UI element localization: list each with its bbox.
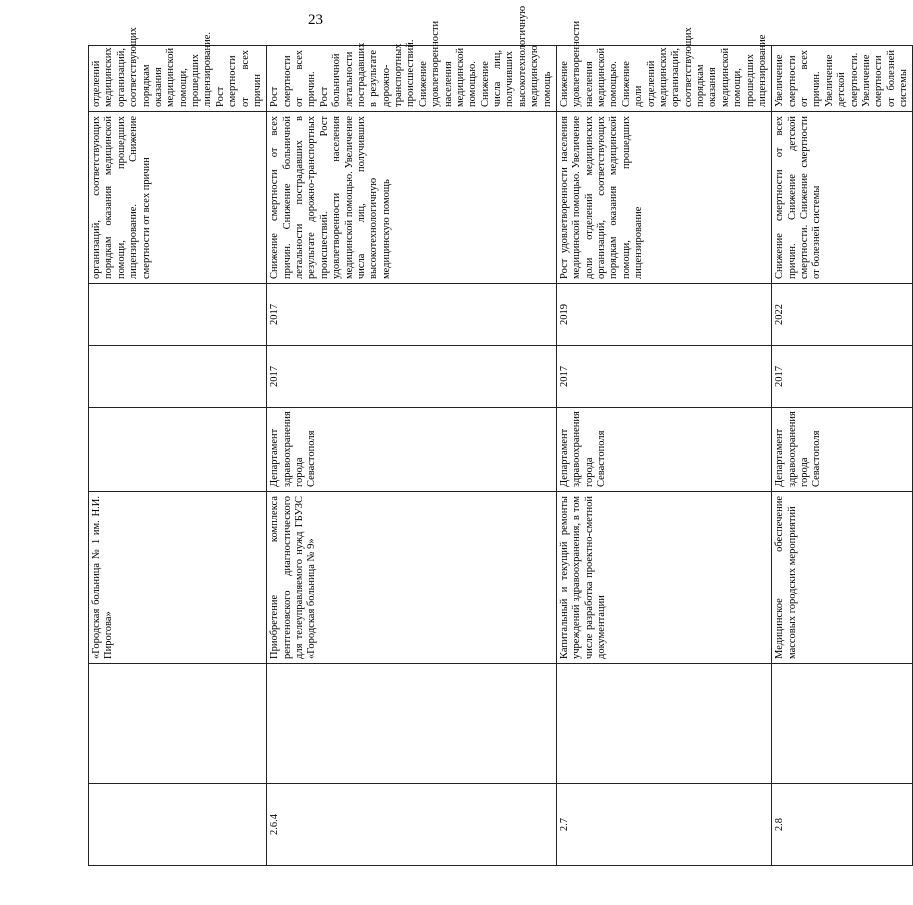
table-row (772, 46, 913, 866)
cell-number: 2.8 (772, 784, 913, 866)
cell-start-year: 2017 (772, 346, 913, 408)
cell-col2 (556, 664, 771, 784)
cell-col2 (772, 664, 913, 784)
cell-end-year: 2019 (556, 284, 771, 346)
page-number: 23 (308, 12, 323, 28)
table-row (89, 46, 267, 866)
table-row (556, 46, 771, 866)
cell-measure-name: Приобретение комплекса рентгеновского диагностического для телеуправляемого нужд ГБУЗС «Городская больница № 9» (267, 492, 557, 664)
cell-consequences: Рост смертности от всех причин. Рост больничной летальности пострадавших в результате дорожно-транспортных происшествий. Снижение удовлетворенности населения медицинской помощью. Снижение числа лиц, получивших высокотехнологичную медицинскую помощь (267, 46, 557, 112)
cell-executor: Департамент здравоохранения города Севастополя (267, 408, 557, 492)
cell-start-year (89, 346, 267, 408)
cell-expected-result: Рост удовлетворенности населения медицинской помощью. Увеличение доли отделений медицинских организаций, соответствующих порядкам оказания медицинской помощи, прошедших лицензирование (556, 112, 771, 284)
cell-executor: Департамент здравоохранения города Севастополя (556, 408, 771, 492)
cell-measure-name: «Городская больница № 1 им. Н.И. Пирогова» (89, 492, 267, 664)
cell-consequences: Снижение удовлетворенности населения медицинской помощью. Снижение доли отделений медицинских организаций, соответствующих порядкам оказания медицинской помощи, прошедших лицензирование (556, 46, 771, 112)
cell-number: 2.7 (556, 784, 771, 866)
cell-executor (89, 408, 267, 492)
table-row (267, 46, 557, 866)
cell-col2 (89, 664, 267, 784)
cell-end-year (89, 284, 267, 346)
cell-col2 (267, 664, 557, 784)
cell-number (89, 784, 267, 866)
cell-executor: Департамент здравоохранения города Севастополя (772, 408, 913, 492)
cell-end-year: 2022 (772, 284, 913, 346)
cell-expected-result: организаций, соответствующих порядкам оказания медицинской помощи, прошедших лицензирование. Снижение смертности от всех причин (89, 112, 267, 284)
cell-start-year: 2017 (267, 346, 557, 408)
cell-end-year: 2017 (267, 284, 557, 346)
cell-consequences: отделений медицинских организаций, соответствующих порядкам оказания медицинской помощи, прошедших лицензирование. Рост смертности от всех причин (89, 46, 267, 112)
cell-number: 2.6.4 (267, 784, 557, 866)
cell-expected-result: Снижение смертности от всех причин. Снижение детской смертности. Снижение смертности от болезней системы (772, 112, 913, 284)
cell-expected-result: Снижение смертности от всех причин. Снижение больничной летальности пострадавших в результате дорожно-транспортных происшествий. Рост удовлетворенности населения медицинской помощью. Увеличение числа лиц, получивших высокотехнологичную медицинскую помощь (267, 112, 557, 284)
cell-measure-name: Медицинское обеспечение массовых городских мероприятий (772, 492, 913, 664)
cell-consequences: Увеличение смертности от всех причин. Увеличение детской смертности. Увеличение смертности от болезней системы (772, 46, 913, 112)
cell-start-year: 2017 (556, 346, 771, 408)
cell-measure-name: Капитальный и текущий ремонты учреждений здравоохранения, в том числе разработка проектно-сметной документации (556, 492, 771, 664)
